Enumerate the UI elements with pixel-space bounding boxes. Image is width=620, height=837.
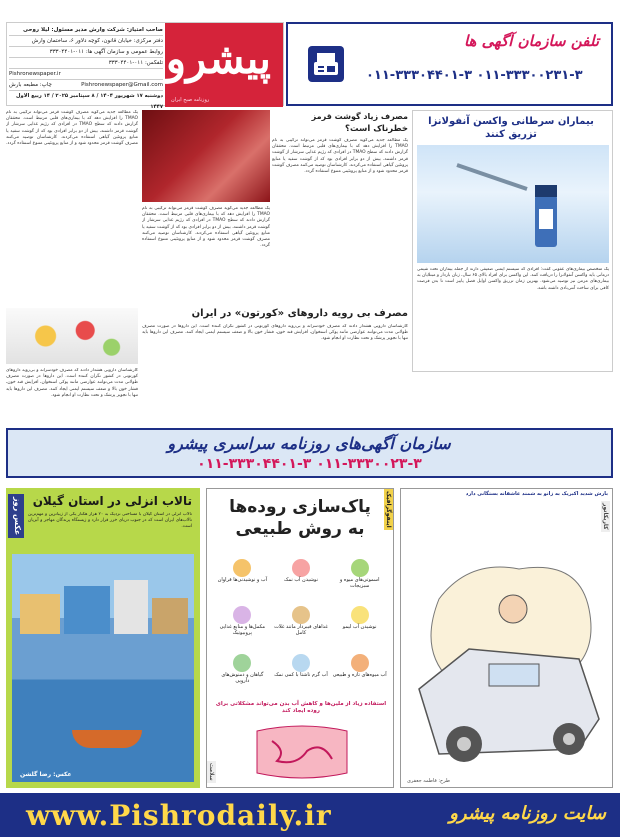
date-line: دوشنبه ۱۷ شهریور ۱۴۰۴ / ۸ سپتامبر ۲۰۲۵ / ۱۴ ربیع الاول ۱۴۴۷	[15, 93, 163, 110]
digestion-panel	[206, 488, 394, 788]
cartoon-header: بارش شدید اکبریک به زانو به شمند عاشقانه بستگانی دارد	[465, 491, 608, 497]
digestion-tag: اینفوگرافیک	[385, 491, 392, 528]
tip-item: آب و نوشیدنی‌ها فراوان	[215, 559, 270, 602]
digestion-title-1: پاک‌سازی روده‌ها	[229, 497, 371, 517]
footer-bar[interactable]	[0, 793, 620, 837]
lagoon-tag: عکس روز	[8, 494, 24, 538]
digestion-footer: سلامت	[208, 763, 215, 781]
banner-title: سازمان آگهی‌های روزنامه سراسری پیشرو	[167, 434, 451, 453]
tip-item: اسموتی‌های میوه و سبزیجات	[332, 559, 387, 602]
fax-line: تلفکس: ۰۱۱-۳۳۳۰۴۴۰۱	[9, 58, 163, 69]
digestion-note: استفاده زیاد از ملین‌ها و کاهش آب بدن می‌تواند مشکلاتی برای روده ایجاد کند	[215, 701, 387, 714]
tip-item: آب میوه‌های تازه و طبیعی	[332, 654, 387, 697]
cartoon-panel	[400, 488, 613, 788]
masthead-info	[9, 25, 163, 110]
tip-item: غذاهای فیبردار مانند غلات کامل	[274, 606, 329, 649]
website[interactable]: Pishronewspaper.ir	[9, 71, 61, 77]
tip-item: نوشیدن آب لیمو	[332, 606, 387, 649]
cortone-body-left: کارشناسان دارویی هشدار دادند که مصرف خودسرانه و بی‌رویه داروهای کورتونی در کشور نگران کننده است. این داروها در صورت مصرف طولانی مدت می‌توانند عوارضی مانند پوکی استخوان، افزایش قند خون، فشار خون بالا و ضعف سیستم ایمنی ایجاد کنند. مصرف این داروها باید تنها با تجویز پزشک و تحت نظارت او انجام شود.	[6, 368, 138, 398]
tip-item: نوشیدن آب نمک	[274, 559, 329, 602]
tips-grid	[215, 559, 387, 697]
vaccine-photo	[417, 145, 609, 263]
cartoon-drawing	[409, 529, 605, 769]
tip-item: آب گرم ناشتا با کمی نمک	[274, 654, 329, 697]
meat-kicker: مصرف زیاد گوشت قرمز	[311, 112, 408, 121]
ads-line: روابط عمومی و سازمان آگهی ها: ۰۱۱-۳۳۳۰۴۴۰۱	[9, 47, 163, 58]
continuation-text: یک مطالعه جدید می‌گوید مصرف گوشت قرمز می‌تواند ترکیبی به نام TMAO را افزایش دهد که با بیماری‌های قلبی مرتبط است. محققان گزارش دادند که سطح TMAO در افرادی که رژیم غذایی سرشار از گوشت قرمز داشتند، بیش از دو برابر افرادی بود که از گوشت سفید یا منابع پروتئین گیاهی استفاده می‌کردند. کارشناسان توصیه می‌کنند مصرف گوشت قرمز محدود شود و از منابع پروتئینی متنوع استفاده گردد.	[6, 110, 138, 147]
office-line: دفتر مرکزی: خیابان قانون، کوچه دلاور ۶، ساختمان وارش	[9, 36, 163, 47]
meat-photo	[142, 110, 270, 202]
owner-line: صاحب امتیاز: شرکت وارش مدیر مسئول: لیلا روحی	[9, 25, 163, 36]
banner-phones: ۰۱۱-۳۳۳۰۰۲۳-۳ ۰۱۱-۳۳۳۰۴۴۰۱-۳	[197, 456, 422, 472]
logo: پیشرو	[165, 34, 271, 83]
meat-body-2: یک مطالعه جدید می‌گوید مصرف گوشت قرمز می‌تواند ترکیبی به نام TMAO را افزایش دهد که با بیماری‌های قلبی مرتبط است. محققان گزارش دادند که سطح TMAO در افرادی که رژیم غذایی سرشار از گوشت قرمز داشتند، بیش از دو برابر افرادی بود که از گوشت سفید یا منابع پروتئین گیاهی استفاده می‌کردند. کارشناسان توصیه می‌کنند مصرف گوشت قرمز محدود شود و از منابع پروتئینی متنوع استفاده گردد.	[142, 206, 270, 249]
tip-item: مکمل‌ها و منابع غذایی پروبیوتیک	[215, 606, 270, 649]
pills-photo	[6, 308, 138, 364]
lagoon-title: تالاب انزلی در استان گیلان	[32, 494, 192, 508]
logo-subtitle: روزنامه صبح ایران	[171, 97, 210, 103]
lagoon-body: تالاب انزلی در استان گیلان با مساحتی نزدیک به ۲۰ هزار هکتار یکی از زیباترین و مهم‌ترین تالاب‌های ایران است که در جنوب دریای خزر قرار دارد و زیستگاه پرندگان مهاجر و آبزیان است.	[28, 512, 192, 530]
cartoon-credit: طرح: فاطمه جعفری	[407, 778, 450, 784]
lagoon-photo	[12, 554, 194, 782]
cortone-body: کارشناسان دارویی هشدار دادند که مصرف خودسرانه و بی‌رویه داروهای کورتونی در کشور نگران کننده است. این داروها در صورت مصرف طولانی مدت می‌توانند عوارضی مانند پوکی استخوان، افزایش قند خون، فشار خون بالا و ضعف سیستم ایمنی ایجاد کنند. مصرف این داروها باید تنها با تجویز پزشک و تحت نظارت او انجام شود.	[142, 324, 408, 342]
print-line: چاپ: مطبعه بارش	[9, 82, 52, 88]
footer-label: سایت روزنامه پیشرو	[449, 803, 606, 824]
meat-title: خطرناک است؟	[345, 124, 408, 134]
top-ad-phones: ۰۱۱-۳۳۳۰۰۲۳۱-۳ ۰۱۱-۳۳۳۰۴۴۰۱-۳	[366, 68, 583, 83]
fax-icon	[308, 46, 344, 82]
ads-banner[interactable]	[6, 428, 613, 478]
vaccine-title: بیماران سرطانی واکسن آنفولانزا تزریق کنند	[428, 116, 594, 140]
digestion-title-2: به روش طبیعی	[235, 519, 365, 539]
cartoon-tag: کاریکاتور	[602, 503, 609, 530]
masthead-box	[6, 22, 284, 110]
vaccine-body: یک متخصص بیماری‌های عفونی گفت: افرادی که سیستم ایمنی ضعیفی دارند از جمله بیماران تحت شیمی درمانی باید واکسن آنفولانزا را دریافت کنند. این واکسن برای افراد بالای ۶۵ سال، زنان باردار و مبتلایان به بیماری‌های مزمن نیز توصیه می‌شود. بهترین زمان تزریق واکسن اوایل فصل پاییز است تا بدن فرصت کافی برای ساخت آنتی‌بادی داشته باشد.	[417, 267, 609, 291]
cortone-title: مصرف بی رویه داروهای «کورتون» در ایران	[191, 308, 408, 319]
email[interactable]: Pishronewspaper@Gmail.com	[81, 82, 163, 88]
lagoon-credit: عکس: رضا گلشن	[20, 771, 72, 778]
logo-block[interactable]	[165, 23, 283, 107]
meat-body: یک مطالعه جدید می‌گوید مصرف گوشت قرمز می‌تواند ترکیبی به نام TMAO را افزایش دهد که با بیماری‌های قلبی مرتبط است. محققان گزارش دادند که سطح TMAO در افرادی که رژیم غذایی سرشار از گوشت قرمز داشتند، بیش از دو برابر افرادی بود که از گوشت سفید یا منابع پروتئین گیاهی استفاده می‌کردند. کارشناسان توصیه می‌کنند مصرف گوشت قرمز محدود شود و از منابع پروتئینی متنوع استفاده گردد.	[272, 138, 408, 175]
vaccine-box	[412, 110, 613, 372]
tip-item: گیاهان و دمنوش‌های دارویی	[215, 654, 270, 697]
lagoon-panel	[6, 488, 200, 788]
intestine-illustration	[247, 721, 357, 783]
top-ad[interactable]	[286, 22, 613, 106]
footer-url[interactable]: www.Pishrodaily.ir	[26, 799, 332, 832]
top-ad-title: تلفن سازمان آگهی ها	[463, 32, 599, 50]
